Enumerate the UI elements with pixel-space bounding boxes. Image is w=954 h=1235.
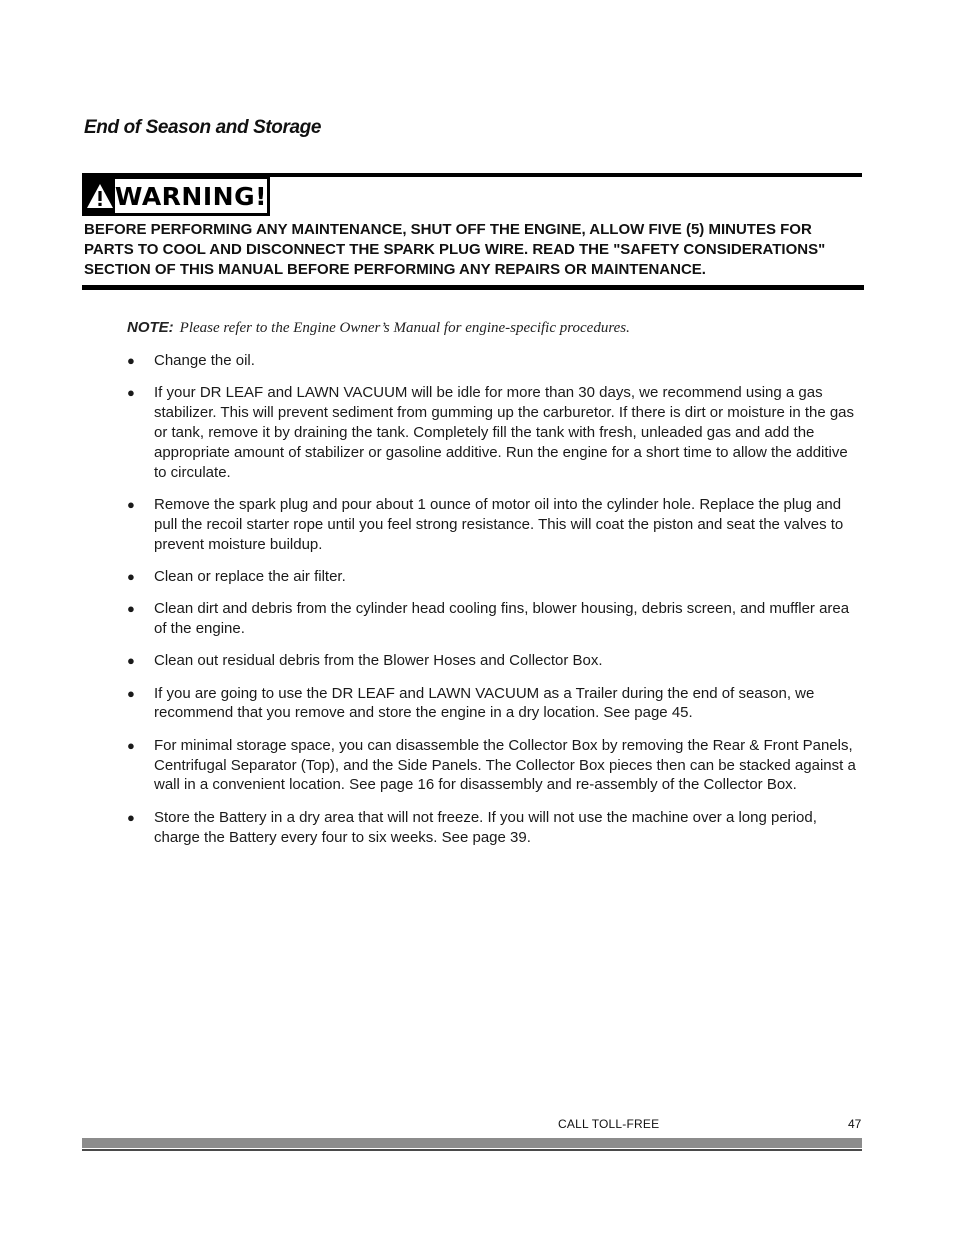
list-item: ● Remove the spark plug and pour about 1 ounce of motor oil into the cylinder hole. Replace the plug and pull the recoil starter rope until you feel strong resistance. This will coat the piston and seat the valves to prevent moisture buildup. — [127, 496, 844, 553]
bullet-icon: ● — [127, 601, 135, 617]
warning-text: BEFORE PERFORMING ANY MAINTENANCE, SHUT OFF THE ENGINE, ALLOW FIVE (5) MINUTES FOR PARTS TO COOL AND DISCONNECT THE SPARK PLUG WIRE. READ THE "SAFETY CONSIDERATIONS" SECTION OF THIS MANUAL BEFORE PERFORMING ANY REPAIRS OR MAINTENANCE. — [84, 221, 826, 278]
note — [127, 319, 630, 337]
warning-label — [82, 176, 270, 216]
warning-word: WARNING! — [114, 181, 267, 211]
bullet-icon: ● — [127, 685, 135, 701]
list-item: ● Clean or replace the air filter. — [127, 568, 346, 586]
footer-line — [82, 1149, 862, 1151]
bullet-icon: ● — [127, 569, 135, 585]
section-title: End of Season and Storage — [84, 117, 322, 138]
list-item: ● For minimal storage space, you can disassemble the Collector Box by removing the Rear & Front Panels, Centrifugal Separator (Top), and the Side Panels. The Collector Box pieces then can be stacked against a wall in a convenient location. See page 16 for disassembly and re-assembly of the Collector Box. — [127, 736, 856, 794]
bullet-icon: ● — [127, 653, 135, 669]
list-item: ● Store the Battery in a dry area that will not freeze. If you will not use the machine over a long period, charge the Battery every four to six weeks. See page 39. — [127, 808, 817, 846]
bullet-icon: ● — [127, 809, 135, 825]
list-item: ● Change the oil. — [127, 352, 255, 369]
exclamation-triangle-icon — [85, 179, 115, 213]
footer-bar — [82, 1138, 862, 1148]
storage-steps-list — [127, 351, 862, 860]
list-item: ● Clean out residual debris from the Blower Hoses and Collector Box. — [127, 652, 603, 670]
list-item: ● Clean dirt and debris from the cylinder head cooling fins, blower housing, debris screen, and muffler area of the engine. — [127, 600, 850, 638]
footer-call-toll-free: CALL TOLL-FREE — [558, 1117, 660, 1131]
bullet-icon: ● — [127, 497, 135, 513]
warning-bottom-rule — [82, 285, 864, 290]
note-label: NOTE: — [127, 319, 174, 336]
note-text: Please refer to the Engine Owner’s Manual for engine-specific procedures. — [179, 320, 630, 336]
bullet-icon: ● — [127, 737, 135, 753]
bullet-icon: ● — [127, 385, 135, 401]
bullet-icon: ● — [127, 353, 135, 368]
list-item: ● If your DR LEAF and LAWN VACUUM will be idle for more than 30 days, we recommend using a gas stabilizer. This will prevent sediment from gumming up the carburetor. If there is dirt or moisture in the gas or tank, remove it by draining the tank. Completely fill the tank with fresh, unleaded gas and add the appropriate amount of stabilizer or gasoline additive. Run the engine for a short time to allow the additive to circulate. — [127, 384, 855, 481]
page-number: 47 — [848, 1117, 862, 1131]
list-item: ● If you are going to use the DR LEAF and LAWN VACUUM as a Trailer during the end of season, we recommend that you remove and store the engine in a dry location. See page 45. — [127, 684, 815, 722]
